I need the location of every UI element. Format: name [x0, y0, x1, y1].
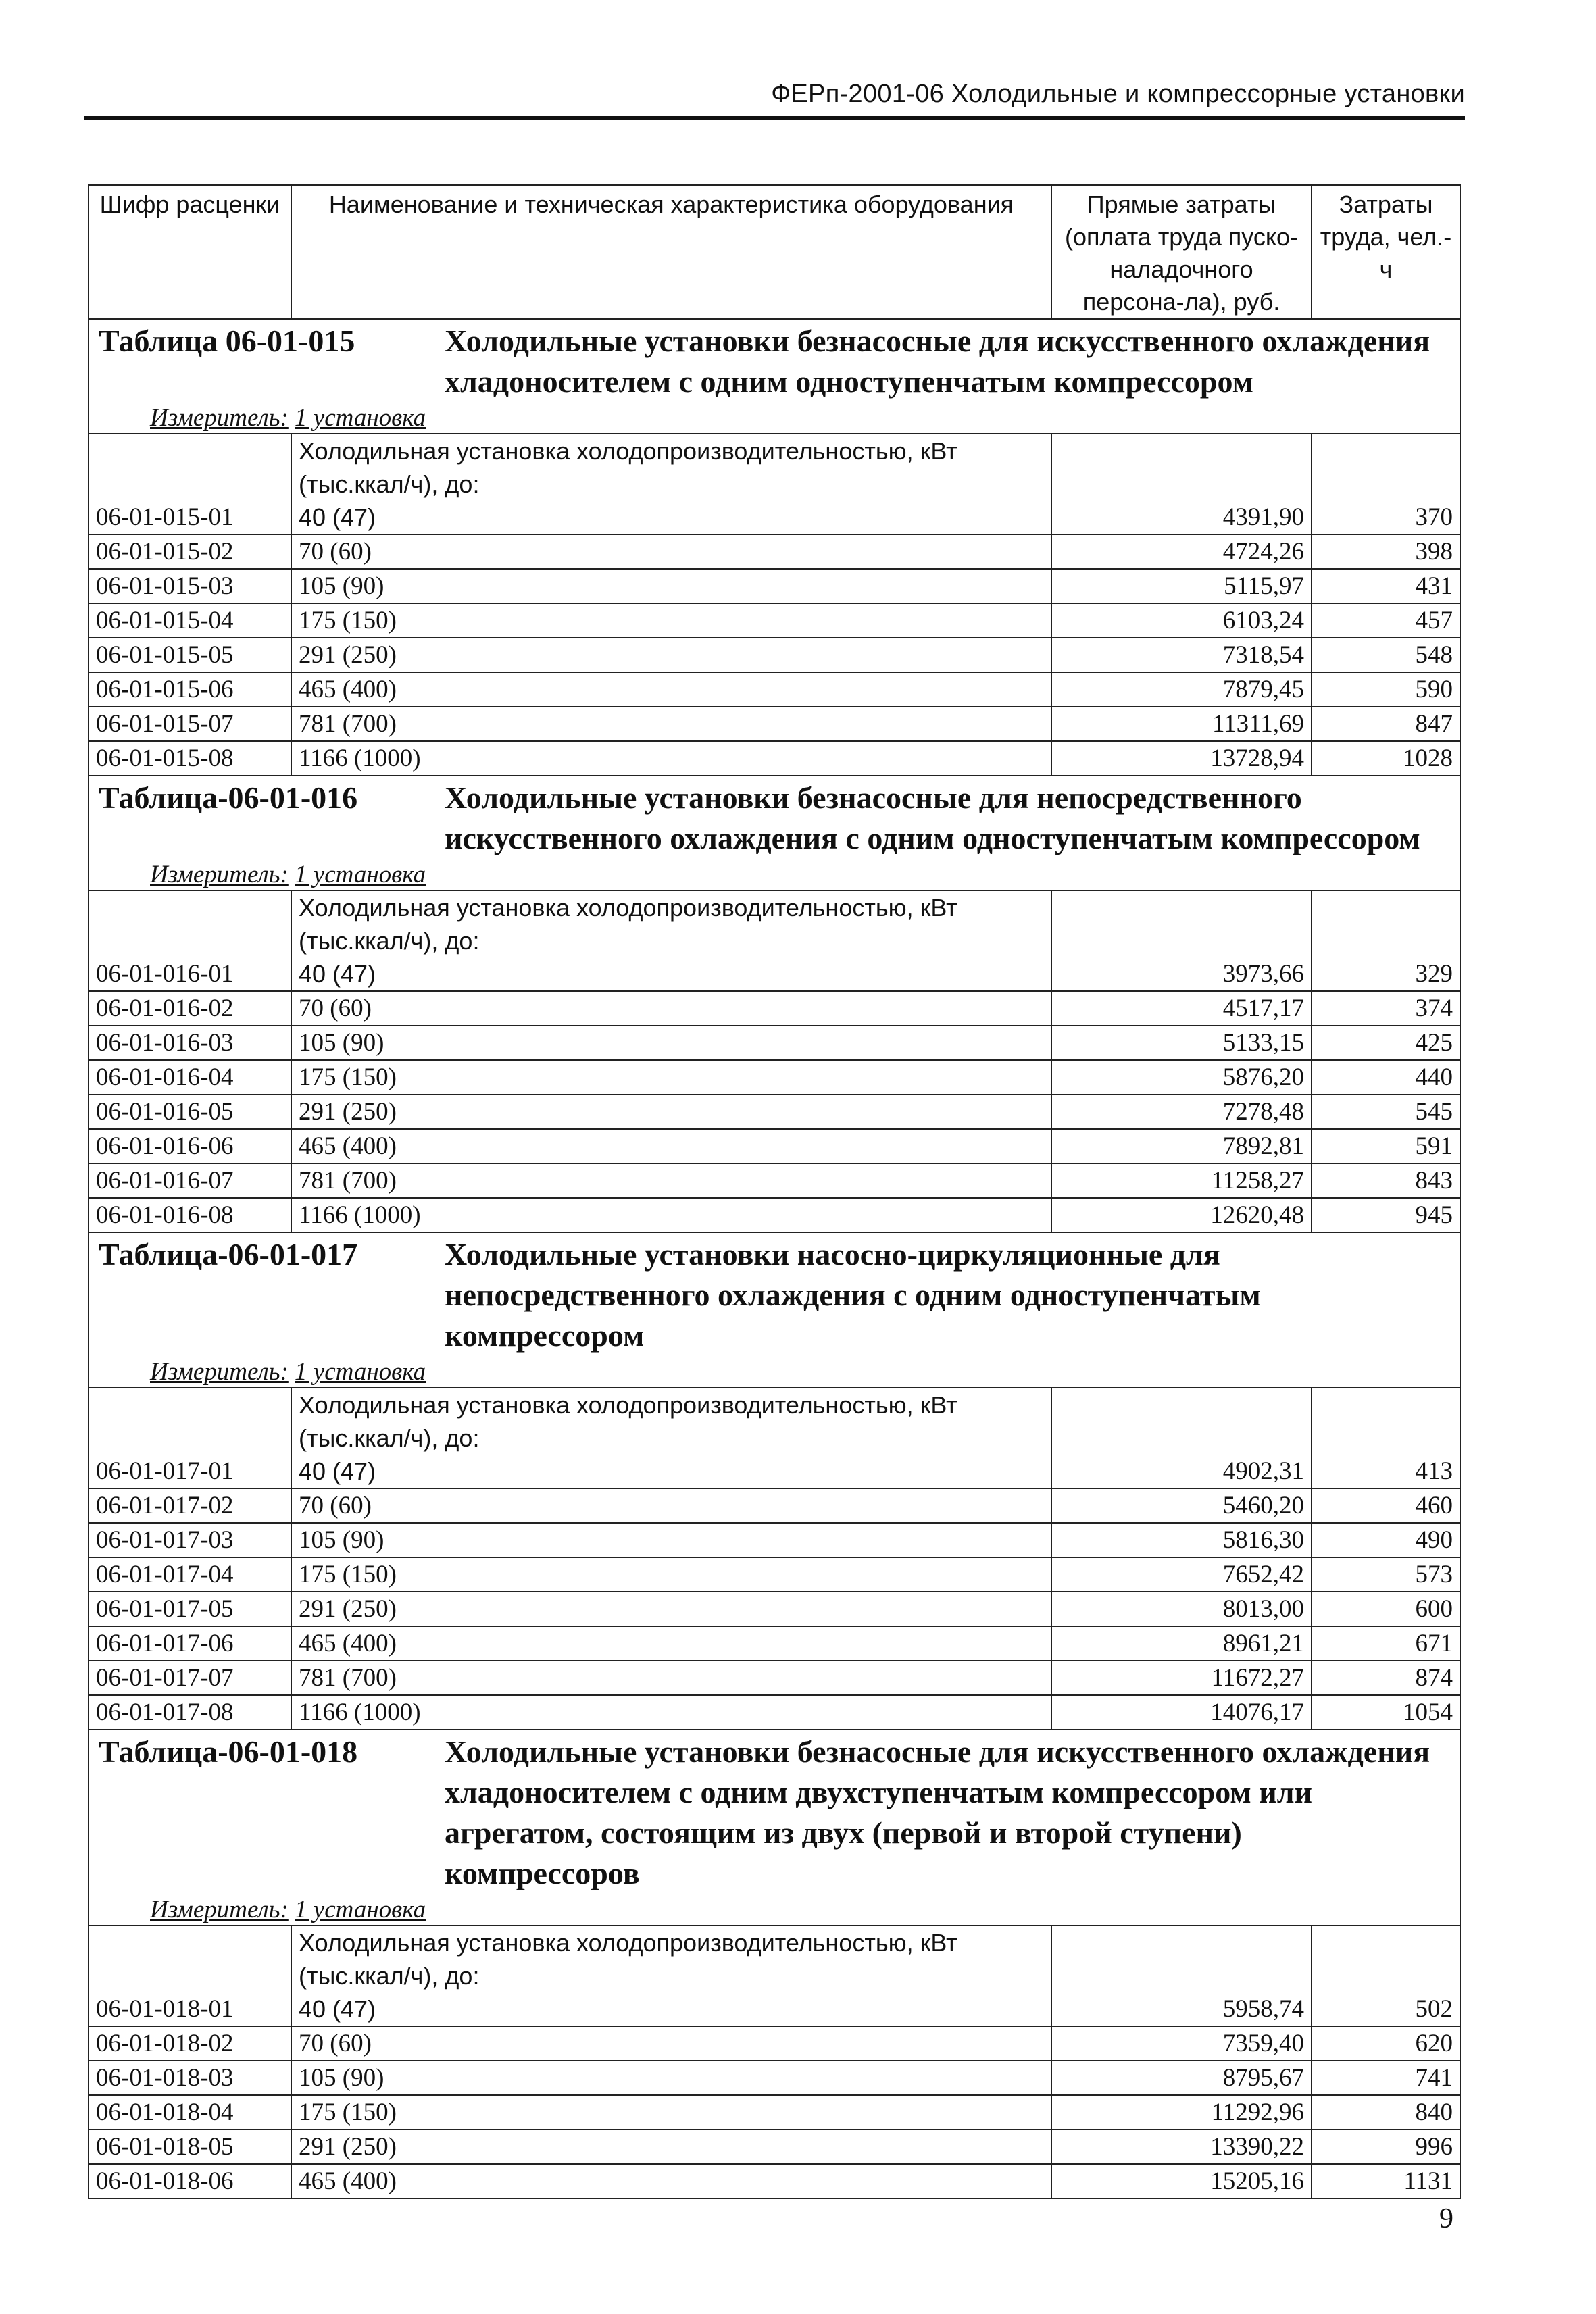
table-section-header: [89, 319, 1460, 434]
row-description: Холодильная установка холодопроизводительностью, кВт (тыс.ккал/ч), до:: [299, 894, 957, 955]
table-row: [89, 890, 1460, 991]
capacity-value: 105 (90): [299, 1029, 384, 1057]
rate-code: 06-01-018-03: [89, 2061, 291, 2095]
labor-costs-value: 874: [1312, 1661, 1460, 1695]
labor-costs-value: 573: [1312, 1557, 1460, 1592]
capacity-value: 291 (250): [299, 1098, 397, 1126]
labor-costs-value: 843: [1312, 1163, 1460, 1198]
direct-costs-value: 13390,22: [1051, 2130, 1312, 2164]
equipment-capacity: [291, 2095, 1051, 2130]
labor-costs-value: 425: [1312, 1026, 1460, 1060]
capacity-value: 40 (47): [299, 1995, 376, 2023]
capacity-value: 465 (400): [299, 2167, 397, 2195]
labor-costs-value: 457: [1312, 603, 1460, 638]
direct-costs-value: 5876,20: [1051, 1060, 1312, 1095]
row-description: Холодильная установка холодопроизводительностью, кВт (тыс.ккал/ч), до:: [299, 437, 957, 498]
direct-costs-value: 13728,94: [1051, 741, 1312, 776]
equipment-capacity: [291, 2130, 1051, 2164]
rates-table: [88, 184, 1461, 2199]
rate-code: 06-01-017-05: [89, 1592, 291, 1626]
meter-label: Измеритель:: [150, 861, 289, 888]
table-row: [89, 534, 1460, 569]
rate-code: 06-01-018-02: [89, 2026, 291, 2061]
capacity-value: 175 (150): [299, 1561, 397, 1588]
rate-code: 06-01-016-07: [89, 1163, 291, 1198]
rate-code: 06-01-016-04: [89, 1060, 291, 1095]
rate-code: 06-01-015-07: [89, 707, 291, 741]
labor-costs-value: 1131: [1312, 2164, 1460, 2198]
direct-costs-value: 5115,97: [1051, 569, 1312, 603]
meter-value: 1 установка: [295, 1358, 426, 1386]
direct-costs-value: 7652,42: [1051, 1557, 1312, 1592]
direct-costs-value: 11311,69: [1051, 707, 1312, 741]
rate-code: 06-01-015-04: [89, 603, 291, 638]
labor-costs-value: 620: [1312, 2026, 1460, 2061]
capacity-value: 70 (60): [299, 2030, 372, 2057]
direct-costs-value: 8795,67: [1051, 2061, 1312, 2095]
equipment-capacity: [291, 1661, 1051, 1695]
row-description: Холодильная установка холодопроизводительностью, кВт (тыс.ккал/ч), до:: [299, 1391, 957, 1452]
equipment-capacity: [291, 1198, 1051, 1232]
rate-code: 06-01-018-01: [89, 1926, 291, 2026]
meter-line: [99, 1895, 1453, 1925]
capacity-value: 1166 (1000): [299, 745, 421, 772]
meter-value: 1 установка: [295, 404, 426, 432]
direct-costs-value: 4391,90: [1051, 434, 1312, 534]
table-row: [89, 1626, 1460, 1661]
direct-costs-value: 5816,30: [1051, 1523, 1312, 1557]
page-number: 9: [1439, 2203, 1453, 2234]
table-row: [89, 569, 1460, 603]
column-header-labor-costs: Затраты труда, чел.-ч: [1312, 185, 1460, 319]
table-row: [89, 434, 1460, 534]
table-row: [89, 1163, 1460, 1198]
equipment-capacity: [291, 1163, 1051, 1198]
equipment-capacity: [291, 1695, 1051, 1730]
labor-costs-value: 329: [1312, 890, 1460, 991]
direct-costs-value: 12620,48: [1051, 1198, 1312, 1232]
labor-costs-value: 398: [1312, 534, 1460, 569]
capacity-value: 465 (400): [299, 1132, 397, 1160]
direct-costs-value: 4902,31: [1051, 1388, 1312, 1488]
table-row: [89, 1060, 1460, 1095]
capacity-value: 781 (700): [299, 1167, 397, 1194]
meter-line: [99, 1357, 1453, 1387]
meter-line: [99, 403, 1453, 433]
table-row: [89, 2130, 1460, 2164]
equipment-capacity: [291, 1523, 1051, 1557]
table-name: Холодильные установки насосно-циркуляционные для непосредственного охлаждения с одним одноступенчатым компрессором: [445, 1237, 1261, 1353]
column-header-code: Шифр расценки: [89, 185, 291, 319]
table-row: [89, 1388, 1460, 1488]
labor-costs-value: 996: [1312, 2130, 1460, 2164]
meter-label: Измеритель:: [150, 1358, 289, 1386]
equipment-capacity: [291, 672, 1051, 707]
table-row: [89, 2026, 1460, 2061]
table-row: [89, 1695, 1460, 1730]
rate-code: 06-01-018-04: [89, 2095, 291, 2130]
table-row: [89, 1198, 1460, 1232]
capacity-value: 781 (700): [299, 710, 397, 738]
rate-code: 06-01-015-08: [89, 741, 291, 776]
capacity-value: 40 (47): [299, 503, 376, 531]
rate-code: 06-01-016-02: [89, 991, 291, 1026]
rate-code: 06-01-015-05: [89, 638, 291, 672]
capacity-value: 1166 (1000): [299, 1699, 421, 1726]
rate-code: 06-01-017-02: [89, 1488, 291, 1523]
direct-costs-value: 14076,17: [1051, 1695, 1312, 1730]
rate-code: 06-01-015-01: [89, 434, 291, 534]
rate-code: 06-01-015-03: [89, 569, 291, 603]
labor-costs-value: 1028: [1312, 741, 1460, 776]
rate-code: 06-01-018-05: [89, 2130, 291, 2164]
capacity-value: 105 (90): [299, 1526, 384, 1554]
labor-costs-value: 671: [1312, 1626, 1460, 1661]
equipment-capacity: [291, 2061, 1051, 2095]
direct-costs-value: 11292,96: [1051, 2095, 1312, 2130]
table-row: [89, 2164, 1460, 2198]
labor-costs-value: 460: [1312, 1488, 1460, 1523]
equipment-capacity: [291, 1926, 1051, 2026]
capacity-value: 291 (250): [299, 1595, 397, 1623]
meter-label: Измеритель:: [150, 1896, 289, 1923]
direct-costs-value: 15205,16: [1051, 2164, 1312, 2198]
capacity-value: 465 (400): [299, 1630, 397, 1657]
direct-costs-value: 11672,27: [1051, 1661, 1312, 1695]
table-row: [89, 1661, 1460, 1695]
table-title: [99, 321, 1453, 402]
rate-code: 06-01-017-04: [89, 1557, 291, 1592]
direct-costs-value: 6103,24: [1051, 603, 1312, 638]
running-head: ФЕРп-2001-06 Холодильные и компрессорные установки: [771, 80, 1465, 108]
capacity-value: 465 (400): [299, 676, 397, 703]
equipment-capacity: [291, 1060, 1051, 1095]
table-section-header: [89, 1232, 1460, 1388]
capacity-value: 105 (90): [299, 2064, 384, 2092]
labor-costs-value: 545: [1312, 1095, 1460, 1129]
rate-code: 06-01-015-06: [89, 672, 291, 707]
labor-costs-value: 490: [1312, 1523, 1460, 1557]
table-section-title: [89, 319, 1460, 434]
labor-costs-value: 440: [1312, 1060, 1460, 1095]
equipment-capacity: [291, 1095, 1051, 1129]
direct-costs-value: 5460,20: [1051, 1488, 1312, 1523]
table-row: [89, 1026, 1460, 1060]
equipment-capacity: [291, 434, 1051, 534]
direct-costs-value: 8013,00: [1051, 1592, 1312, 1626]
direct-costs-value: 7879,45: [1051, 672, 1312, 707]
direct-costs-value: 5958,74: [1051, 1926, 1312, 2026]
capacity-value: 175 (150): [299, 2098, 397, 2126]
header-rule: [84, 116, 1465, 120]
table-number: Таблица-06-01-017: [99, 1237, 358, 1272]
capacity-value: 781 (700): [299, 1664, 397, 1692]
direct-costs-value: 7318,54: [1051, 638, 1312, 672]
equipment-capacity: [291, 2026, 1051, 2061]
column-header-name: Наименование и техническая характеристика оборудования: [291, 185, 1051, 319]
capacity-value: 175 (150): [299, 1063, 397, 1091]
rate-code: 06-01-018-06: [89, 2164, 291, 2198]
table-row: [89, 1592, 1460, 1626]
table-row: [89, 1488, 1460, 1523]
direct-costs-value: 5133,15: [1051, 1026, 1312, 1060]
labor-costs-value: 1054: [1312, 1695, 1460, 1730]
equipment-capacity: [291, 1592, 1051, 1626]
rate-code: 06-01-017-06: [89, 1626, 291, 1661]
rate-code: 06-01-017-01: [89, 1388, 291, 1488]
capacity-value: 105 (90): [299, 572, 384, 600]
rate-code: 06-01-017-08: [89, 1695, 291, 1730]
table-row: [89, 638, 1460, 672]
table-number: Таблица 06-01-015: [99, 324, 355, 358]
equipment-capacity: [291, 1026, 1051, 1060]
equipment-capacity: [291, 1626, 1051, 1661]
capacity-value: 1166 (1000): [299, 1201, 421, 1229]
table-row: [89, 707, 1460, 741]
meter-label: Измеритель:: [150, 404, 289, 432]
table-row: [89, 2061, 1460, 2095]
table-row: [89, 991, 1460, 1026]
capacity-value: 70 (60): [299, 538, 372, 565]
equipment-capacity: [291, 1388, 1051, 1488]
equipment-capacity: [291, 1488, 1051, 1523]
direct-costs-value: 7892,81: [1051, 1129, 1312, 1163]
equipment-capacity: [291, 741, 1051, 776]
table-row: [89, 2095, 1460, 2130]
table-title: [99, 778, 1453, 859]
equipment-capacity: [291, 1129, 1051, 1163]
table-name: Холодильные установки безнасосные для искусственного охлаждения хладоносителем с одним двухступенчатым компрессором или агрегатом, состоящим из двух (первой и второй ступени) компрессоров: [445, 1734, 1430, 1890]
table-name: Холодильные установки безнасосные для искусственного охлаждения хладоносителем с одним одноступенчатым компрессором: [445, 324, 1430, 399]
table-section-title: [89, 776, 1460, 890]
meter-line: [99, 860, 1453, 890]
rate-code: 06-01-016-08: [89, 1198, 291, 1232]
table-section-header: [89, 1730, 1460, 1926]
direct-costs-value: 7278,48: [1051, 1095, 1312, 1129]
labor-costs-value: 548: [1312, 638, 1460, 672]
rates-table-body: [89, 319, 1460, 2198]
table-number: Таблица-06-01-016: [99, 780, 358, 815]
capacity-value: 291 (250): [299, 2133, 397, 2161]
equipment-capacity: [291, 534, 1051, 569]
equipment-capacity: [291, 638, 1051, 672]
table-number: Таблица-06-01-018: [99, 1734, 358, 1769]
table-section-title: [89, 1730, 1460, 1926]
table-section-title: [89, 1232, 1460, 1388]
labor-costs-value: 600: [1312, 1592, 1460, 1626]
labor-costs-value: 370: [1312, 434, 1460, 534]
labor-costs-value: 945: [1312, 1198, 1460, 1232]
labor-costs-value: 502: [1312, 1926, 1460, 2026]
rate-code: 06-01-017-07: [89, 1661, 291, 1695]
table-row: [89, 672, 1460, 707]
direct-costs-value: 11258,27: [1051, 1163, 1312, 1198]
capacity-value: 70 (60): [299, 995, 372, 1022]
table-title: [99, 1732, 1453, 1894]
labor-costs-value: 840: [1312, 2095, 1460, 2130]
capacity-value: 291 (250): [299, 641, 397, 669]
capacity-value: 40 (47): [299, 960, 376, 988]
table-row: [89, 1095, 1460, 1129]
table-row: [89, 1557, 1460, 1592]
labor-costs-value: 847: [1312, 707, 1460, 741]
column-header-direct-costs: Прямые затраты (оплата труда пуско-наладочного персона-ла), руб.: [1051, 185, 1312, 319]
table-row: [89, 603, 1460, 638]
capacity-value: 70 (60): [299, 1492, 372, 1519]
rate-code: 06-01-015-02: [89, 534, 291, 569]
rate-code: 06-01-017-03: [89, 1523, 291, 1557]
row-description: Холодильная установка холодопроизводительностью, кВт (тыс.ккал/ч), до:: [299, 1929, 957, 1990]
rate-code: 06-01-016-06: [89, 1129, 291, 1163]
equipment-capacity: [291, 991, 1051, 1026]
direct-costs-value: 8961,21: [1051, 1626, 1312, 1661]
table-row: [89, 1523, 1460, 1557]
meter-value: 1 установка: [295, 1896, 426, 1923]
labor-costs-value: 591: [1312, 1129, 1460, 1163]
table-section-header: [89, 776, 1460, 890]
table-row: [89, 1129, 1460, 1163]
meter-value: 1 установка: [295, 861, 426, 888]
labor-costs-value: 590: [1312, 672, 1460, 707]
direct-costs-value: 3973,66: [1051, 890, 1312, 991]
table-row: [89, 741, 1460, 776]
rate-code: 06-01-016-05: [89, 1095, 291, 1129]
capacity-value: 40 (47): [299, 1457, 376, 1485]
direct-costs-value: 4724,26: [1051, 534, 1312, 569]
table-title: [99, 1234, 1453, 1356]
equipment-capacity: [291, 890, 1051, 991]
labor-costs-value: 374: [1312, 991, 1460, 1026]
equipment-capacity: [291, 707, 1051, 741]
equipment-capacity: [291, 2164, 1051, 2198]
labor-costs-value: 431: [1312, 569, 1460, 603]
equipment-capacity: [291, 569, 1051, 603]
direct-costs-value: 4517,17: [1051, 991, 1312, 1026]
capacity-value: 175 (150): [299, 607, 397, 634]
rate-code: 06-01-016-01: [89, 890, 291, 991]
table-row: [89, 1926, 1460, 2026]
table-name: Холодильные установки безнасосные для непосредственного искусственного охлаждения с одним одноступенчатым компрессором: [445, 780, 1420, 855]
labor-costs-value: 413: [1312, 1388, 1460, 1488]
equipment-capacity: [291, 603, 1051, 638]
rate-code: 06-01-016-03: [89, 1026, 291, 1060]
column-header-row: [89, 185, 1460, 319]
labor-costs-value: 741: [1312, 2061, 1460, 2095]
direct-costs-value: 7359,40: [1051, 2026, 1312, 2061]
equipment-capacity: [291, 1557, 1051, 1592]
